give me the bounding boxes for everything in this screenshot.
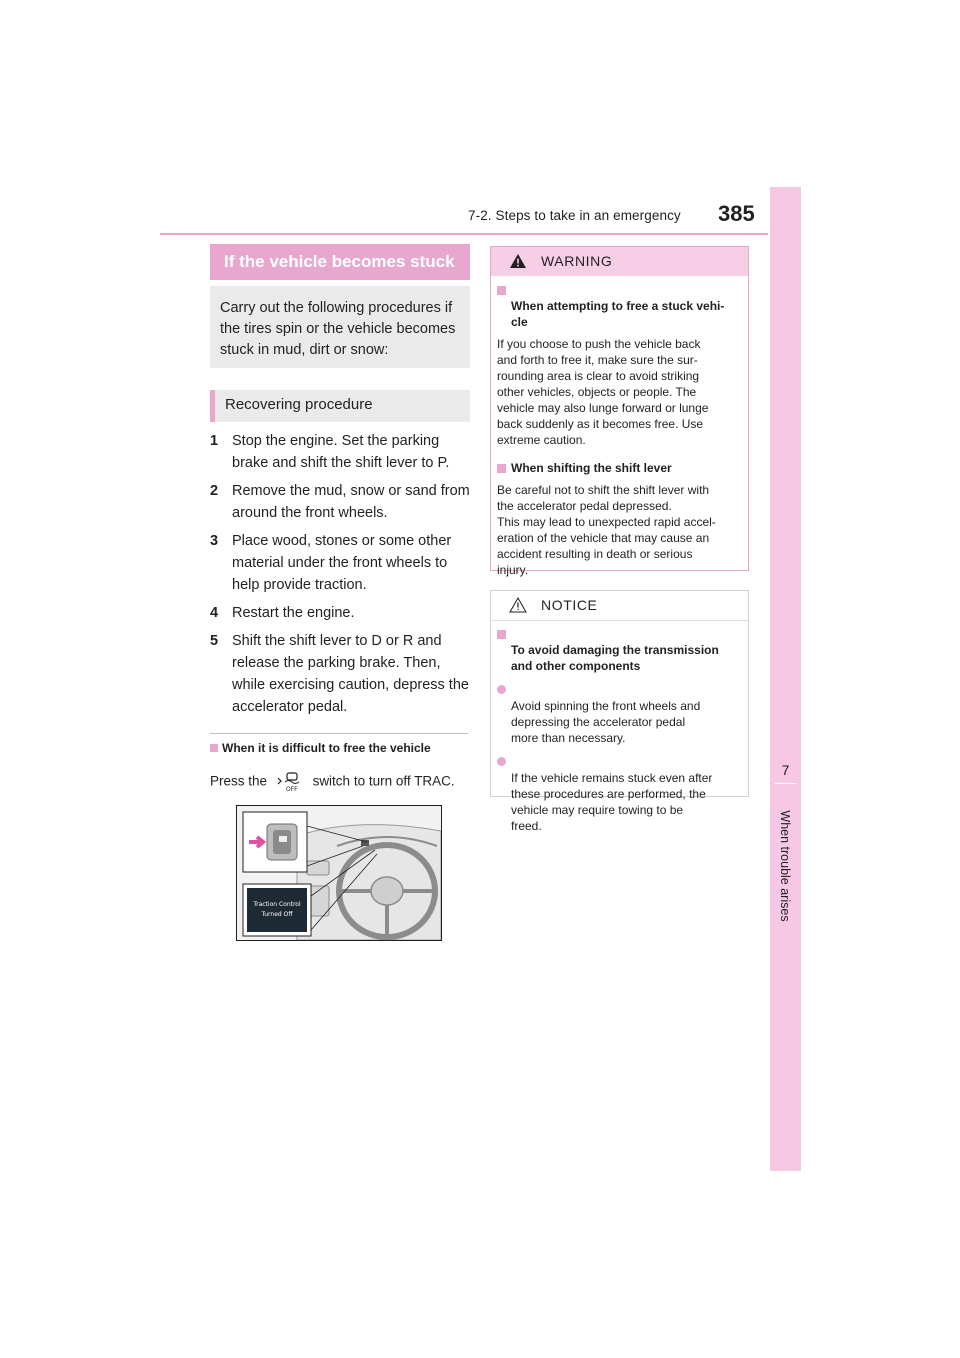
round-bullet-icon bbox=[497, 757, 506, 766]
warning-item-heading-text: When shifting the shift lever bbox=[511, 461, 672, 475]
step-text: Shift the shift lever to D or R and release the parking brake. Then, while exercising caution, depress the accelerator pedal. bbox=[232, 633, 469, 715]
subheading bbox=[210, 390, 470, 422]
step-text: Stop the engine. Set the parking brake and shift the shift lever to P. bbox=[232, 433, 450, 471]
notice-bullet-text: If the vehicle remains stuck even after these procedures are performed, the vehicle may require towing to be freed. bbox=[511, 771, 713, 833]
notice-content bbox=[497, 626, 742, 834]
step-number: 5 bbox=[210, 633, 219, 649]
round-bullet-icon bbox=[497, 685, 506, 694]
step-text: Remove the mud, snow or sand from around the front wheels. bbox=[232, 483, 470, 521]
notice-title: NOTICE bbox=[541, 597, 598, 613]
warning-content bbox=[497, 282, 742, 578]
intro-box bbox=[210, 286, 470, 368]
chapter-number: 7 bbox=[781, 762, 790, 778]
section-heading bbox=[210, 244, 470, 280]
step-text: Restart the engine. bbox=[232, 605, 355, 621]
page-number: 385 bbox=[718, 201, 755, 226]
note-rule bbox=[210, 733, 468, 734]
step-item bbox=[210, 602, 472, 624]
notice-bullet bbox=[497, 682, 742, 746]
step-number: 1 bbox=[210, 433, 219, 449]
step-number: 2 bbox=[210, 483, 219, 499]
step-item bbox=[210, 430, 472, 474]
display-text-line-1: Traction Control bbox=[253, 901, 301, 908]
square-bullet-icon bbox=[497, 286, 506, 295]
note-heading bbox=[210, 741, 431, 755]
dashboard-illustration bbox=[236, 805, 442, 941]
trac-off-label: OFF bbox=[285, 786, 298, 792]
warning-header bbox=[491, 247, 748, 276]
chapter-tab bbox=[770, 187, 801, 1171]
note-text bbox=[210, 772, 455, 792]
notice-heading-text: To avoid damaging the transmission and other components bbox=[511, 643, 719, 673]
note-heading-text: When it is difficult to free the vehicle bbox=[222, 741, 431, 755]
notice-header bbox=[491, 591, 748, 621]
display-text-line-2: Turned Off bbox=[261, 911, 293, 918]
warning-icon bbox=[509, 253, 527, 269]
step-item bbox=[210, 630, 472, 718]
note-suffix: switch to turn off TRAC. bbox=[312, 773, 455, 789]
note-prefix: Press the bbox=[210, 773, 268, 789]
warning-item-heading-text: When attempting to free a stuck vehi- cle bbox=[511, 299, 725, 329]
warning-item-heading bbox=[497, 282, 742, 330]
notice-heading bbox=[497, 626, 742, 674]
section-title: 7-2. Steps to take in an emergency bbox=[468, 208, 681, 223]
section-heading-text: If the vehicle becomes stuck bbox=[224, 252, 455, 271]
warning-box bbox=[490, 246, 749, 577]
square-bullet-icon bbox=[497, 630, 506, 639]
warning-item-text: Be careful not to shift the shift lever with the accelerator pedal depressed. This may lead to unexpected rapid accel- eration of the vehicle that may cause an accident resulting in death or serious injury. bbox=[497, 483, 716, 577]
step-item bbox=[210, 530, 472, 596]
intro-text: Carry out the following procedures if the tires spin or the vehicle becomes stuck in mud, dirt or snow: bbox=[220, 300, 456, 358]
header-rule bbox=[160, 233, 768, 235]
trac-off-icon bbox=[275, 772, 305, 792]
square-bullet-icon bbox=[497, 464, 506, 473]
square-bullet-icon bbox=[210, 744, 218, 752]
notice-box bbox=[490, 590, 749, 833]
step-number: 3 bbox=[210, 533, 219, 549]
subheading-text: Recovering procedure bbox=[225, 396, 373, 413]
warning-item-text: If you choose to push the vehicle back and forth to free it, make sure the sur- rounding area is clear to avoid striking other vehicles, objects or people. The vehicle may also lunge forward or lunge back suddenly as it becomes free. Use extreme caution. bbox=[497, 337, 709, 447]
caution-icon bbox=[509, 597, 527, 613]
warning-title: WARNING bbox=[541, 253, 613, 269]
notice-bullet bbox=[497, 754, 742, 834]
step-text: Place wood, stones or some other material under the front wheels to help provide traction. bbox=[232, 533, 452, 593]
steps-list bbox=[210, 430, 472, 724]
notice-bullet-text: Avoid spinning the front wheels and depressing the accelerator pedal more than necessary. bbox=[511, 699, 701, 745]
warning-item-heading bbox=[497, 460, 742, 476]
step-item bbox=[210, 480, 472, 524]
chapter-label: When trouble arises bbox=[778, 810, 792, 922]
step-number: 4 bbox=[210, 605, 219, 621]
chapter-divider bbox=[775, 783, 796, 784]
